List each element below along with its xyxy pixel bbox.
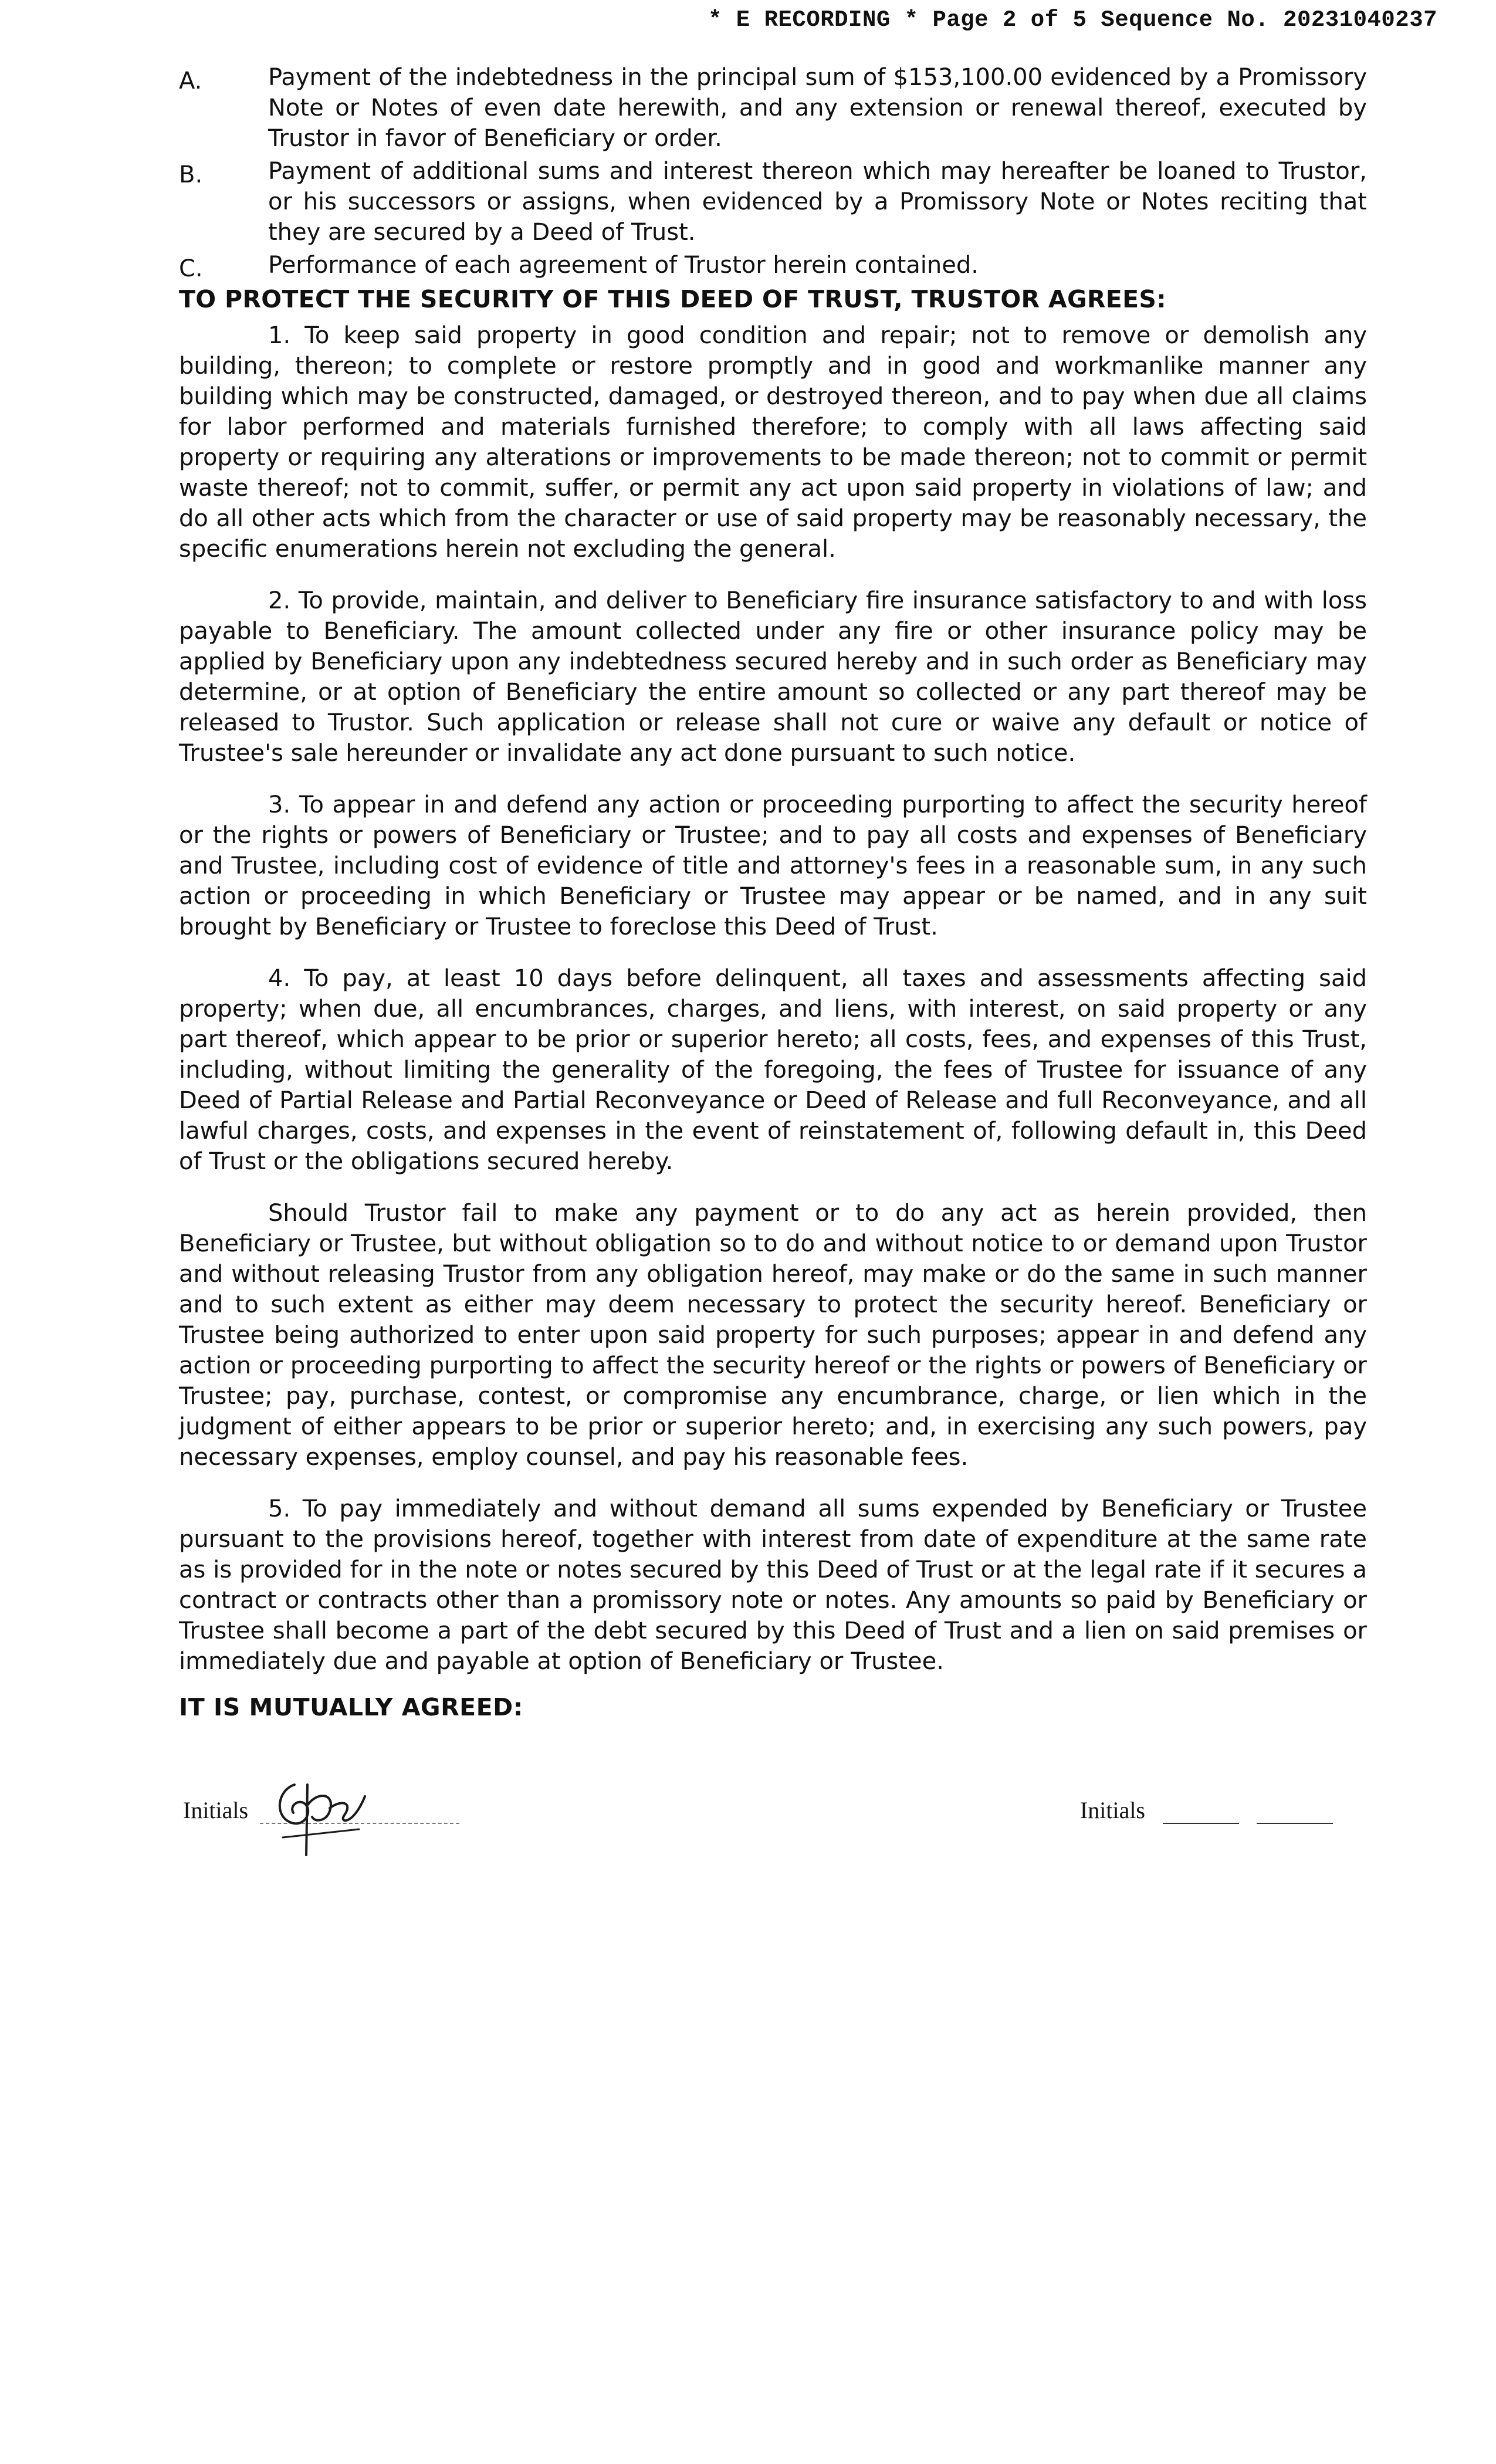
initials-row (183, 1796, 1333, 1867)
item-letter: A. (179, 67, 202, 94)
document-body (179, 62, 1367, 1722)
closing-heading: IT IS MUTUALLY AGREED: (179, 1693, 523, 1721)
item-letter: B. (179, 161, 203, 188)
item-text: Payment of additional sums and interest thereon which may hereafter be loaned to Trustor, or his successors or assigns, when evidenced by a Promissory Note or Notes reciting that they are secured by a Deed of Trust. (268, 158, 1367, 246)
handwritten-initials (271, 1773, 371, 1861)
secured-item-a (179, 62, 1367, 154)
item-letter: C. (179, 255, 203, 282)
paragraph-4: 4. To pay, at least 10 days before delinquent, all taxes and assessments affecting said property; when due, all encumbrances, charges, and liens, with interest, on said property or any part thereof, which appear to be prior or superior hereto; all costs, fees, and expenses of this Trust, including, without limiting the generality of the foregoing, the fees of Trustee for issuance of any Deed of Partial Release and Partial Reconveyance or Deed of Release and full Reconveyance, and all lawful charges, costs, and expenses in the event of reinstatement of, following default in, this Deed of Trust or the obligations secured hereby. (179, 965, 1367, 1175)
initials-right-blank-2 (1257, 1802, 1333, 1824)
initials-right-label: Initials (1079, 1797, 1145, 1823)
initials-right-blank-1 (1163, 1802, 1239, 1824)
initials-right (1080, 1796, 1333, 1824)
secured-item-b (179, 156, 1367, 248)
item-text: Payment of the indebtedness in the principal sum of $153,100.00 evidenced by a Promissory Note or Notes of even date herewith, and any extension or renewal thereof, executed by Trustor in favor of Beneficiary or order. (268, 64, 1367, 152)
paragraph-2: 2. To provide, maintain, and deliver to Beneficiary fire insurance satisfactory to and with loss payable to Beneficiary. The amount collected under any fire or other insurance policy may be applied by Beneficiary upon any indebtedness secured hereby and in such order as Beneficiary may determine, or at option of Beneficiary the entire amount so collected or any part thereof may be released to Trustor. Such application or release shall not cure or waive any default or notice of Trustee's sale hereunder or invalidate any act done pursuant to such notice. (179, 587, 1367, 767)
secured-item-c (179, 250, 1367, 280)
paragraph-3: 3. To appear in and defend any action or proceeding purporting to affect the security hereof or the rights or powers of Beneficiary or Trustee; and to pay all costs and expenses of Beneficiary and Trustee, including cost of evidence of title and attorney's fees in a reasonable sum, in any such action or proceeding in which Beneficiary or Trustee may appear or be named, and in any suit brought by Beneficiary or Trustee to foreclose this Deed of Trust. (179, 791, 1367, 940)
paragraph-1: 1. To keep said property in good condition and repair; not to remove or demolish any building, thereon; to complete or restore promptly and in good and workmanlike manner any building which may be constructed, damaged, or destroyed thereon, and to pay when due all claims for labor performed and materials furnished therefore; to comply with all laws affecting said property or requiring any alterations or improvements to be made thereon; not to commit or permit waste thereof; not to commit, suffer, or permit any act upon said property in violations of law; and do all other acts which from the character or use of said property may be reasonably necessary, the specific enumerations herein not excluding the general. (179, 322, 1367, 563)
paragraph-should-trustor-fail: Should Trustor fail to make any payment or to do any act as herein provided, then Beneficiary or Trustee, but without obligation so to do and without notice to or demand upon Trustor and without releasing Trustor from any obligation hereof, may make or do the same in such manner and to such extent as either may deem necessary to protect the security hereof. Beneficiary or Trustee being authorized to enter upon said property for such purposes; appear in and defend any action or proceeding purporting to affect the security hereof or the rights or powers of Beneficiary or Trustee; pay, purchase, contest, or compromise any encumbrance, charge, or lien which in the judgment of either appears to be prior or superior hereto; and, in exercising any such powers, pay necessary expenses, employ counsel, and pay his reasonable fees. (179, 1200, 1367, 1471)
recording-header: * E RECORDING * Page 2 of 5 Sequence No. 20231040237 (708, 7, 1437, 33)
section-heading: TO PROTECT THE SECURITY OF THIS DEED OF TRUST, TRUSTOR AGREES: (179, 285, 1166, 313)
initials-left (183, 1796, 459, 1824)
paragraph-5: 5. To pay immediately and without demand all sums expended by Beneficiary or Trustee pursuant to the provisions hereof, together with interest from date of expenditure at the same rate as is provided for in the note or notes secured by this Deed of Trust or at the legal rate if it secures a contract or contracts other than a promissory note or notes. Any amounts so paid by Beneficiary or Trustee shall become a part of the debt secured by this Deed of Trust and a lien on said premises or immediately due and payable at option of Beneficiary or Trustee. (179, 1495, 1367, 1675)
item-text: Performance of each agreement of Trustor herein contained. (268, 252, 979, 279)
initials-left-label: Initials (183, 1797, 249, 1823)
